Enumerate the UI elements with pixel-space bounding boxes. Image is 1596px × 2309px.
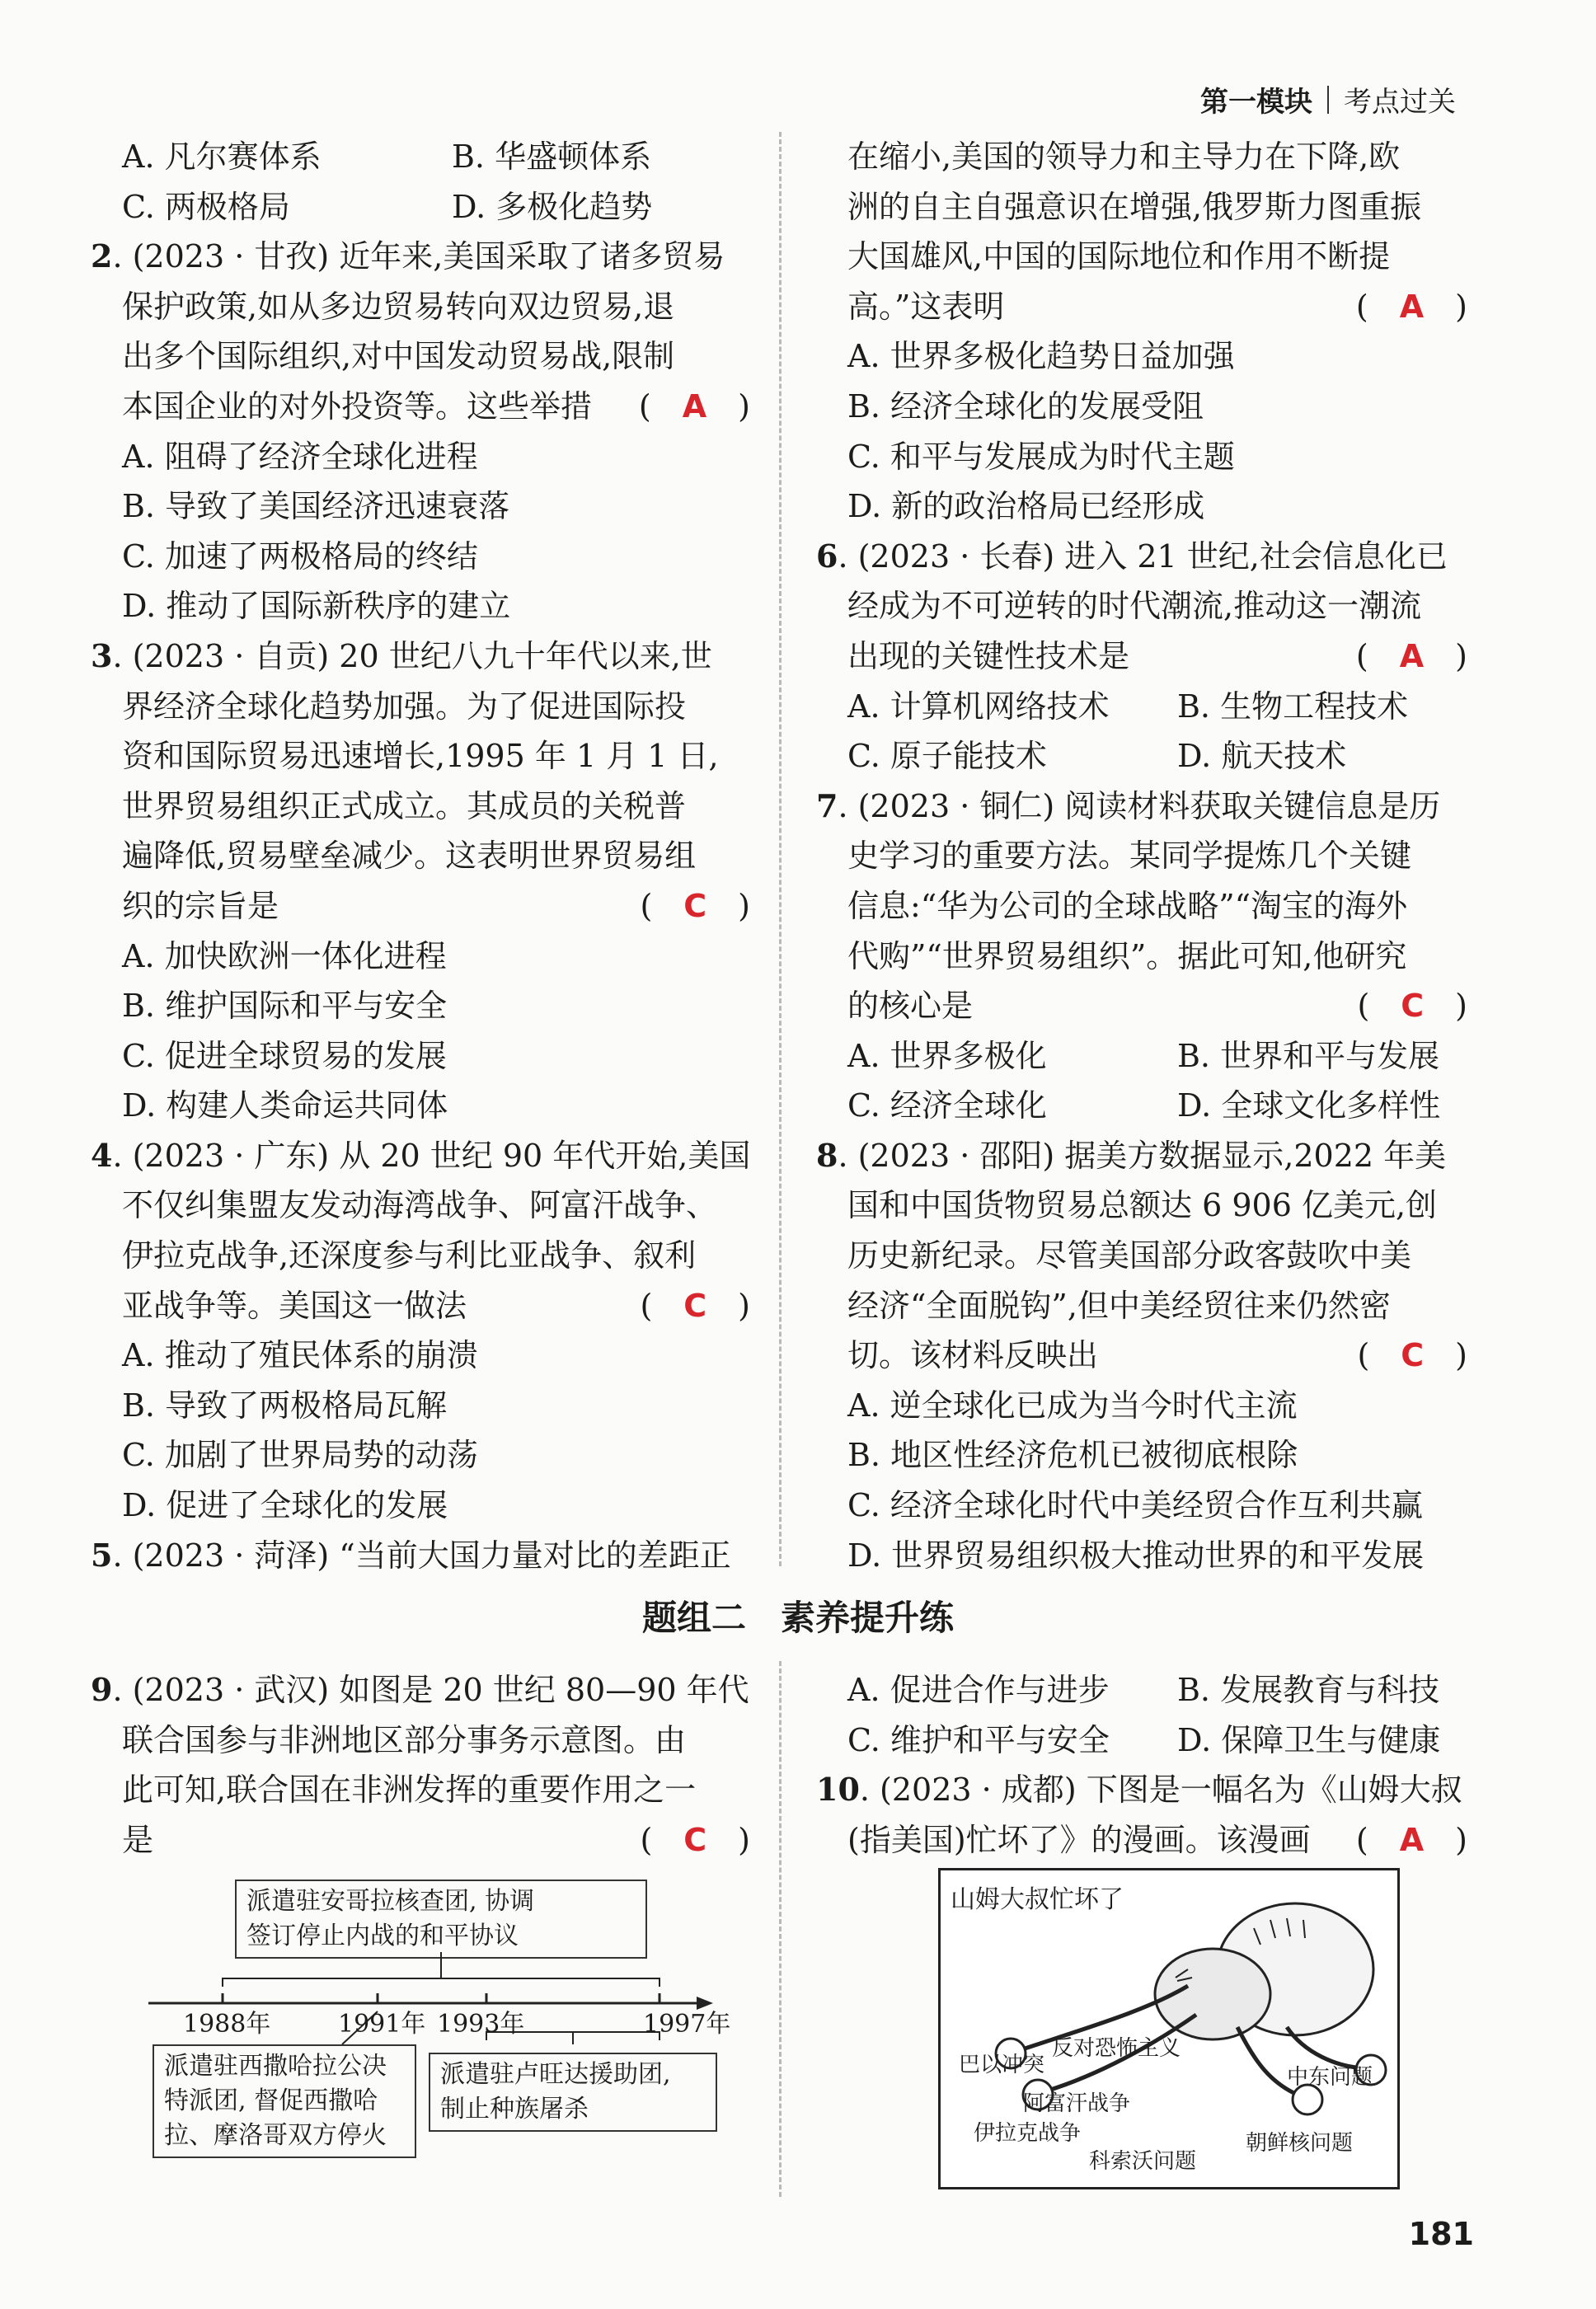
- question-text-with-answer: [816, 282, 1467, 332]
- text-line: 代购”“世界贸易组织”。据此可知,他研究: [847, 937, 1407, 974]
- text-line: 联合国参与非洲地区部分事务示意图。由: [122, 1721, 687, 1758]
- text-line: D. 促进了全球化的发展: [122, 1487, 448, 1524]
- right-column-lower: [816, 1665, 1467, 1865]
- question-text: . (2023 · 自贡) 20 世纪八九十年代以来,世: [112, 637, 712, 674]
- timeline-box-line: 特派团, 督促西撒哈: [164, 2086, 378, 2115]
- option-text: D. 全球文化多样性: [1177, 1087, 1441, 1124]
- running-header: [1200, 79, 1456, 120]
- question-text-with-answer: [816, 1815, 1467, 1866]
- question-text: 是: [122, 1821, 154, 1858]
- option-text: C. 维护和平与安全: [847, 1721, 1110, 1758]
- answer-bracket: ( C ): [640, 1821, 750, 1858]
- question-text: 高。”这表明: [847, 288, 1005, 325]
- question-text-with-answer: [816, 981, 1467, 1031]
- text-line: C. 经济全球化时代中美经贸合作互利共赢: [847, 1487, 1423, 1524]
- question-number: 2: [91, 237, 113, 275]
- question-text: 本国企业的对外投资等。这些举措: [122, 387, 593, 425]
- answer-letter: A: [1399, 288, 1425, 325]
- timeline-box-line: 派遣驻卢旺达援助团,: [440, 2060, 671, 2089]
- question-stem: [816, 532, 1467, 582]
- text-line: 保护政策,如从多边贸易转向双边贸易,退: [122, 288, 675, 325]
- question-number: 7: [816, 786, 838, 824]
- question-number: 3: [91, 636, 113, 674]
- question-stem: [91, 232, 750, 282]
- question-text-with-answer: [91, 1815, 750, 1866]
- question-text: . (2023 · 长春) 进入 21 世纪,社会信息化已: [838, 537, 1448, 575]
- question-text-with-answer: [91, 382, 750, 432]
- question-text: . (2023 · 铜仁) 阅读材料获取关键信息是历: [838, 787, 1441, 824]
- question-stem: [91, 1531, 750, 1581]
- text-line: C. 和平与发展成为时代主题: [847, 438, 1235, 475]
- cartoon-label: 中东问题: [1287, 2065, 1373, 2090]
- option-row: [816, 682, 1467, 732]
- answer-bracket: ( C ): [1357, 988, 1467, 1025]
- option-text: B. 生物工程技术: [1177, 688, 1409, 725]
- question-stem: [91, 631, 750, 682]
- question-number: 6: [816, 537, 838, 575]
- timeline-box-line: 签订停止内战的和平协议: [246, 1922, 519, 1950]
- option-row: [91, 182, 750, 232]
- option-text: A. 凡尔赛体系: [122, 138, 322, 175]
- option-text: B. 华盛顿体系: [452, 138, 652, 175]
- text-line: D. 世界贸易组织极大推动世界的和平发展: [847, 1537, 1425, 1574]
- question-text: 出现的关键性技术是: [847, 637, 1130, 674]
- option-text: C. 两极格局: [122, 188, 290, 225]
- question-text-with-answer: [91, 881, 750, 932]
- text-line: 出多个国际组织,对中国发动贸易战,限制: [122, 338, 675, 375]
- timeline-box-line: 制止种族屠杀: [440, 2095, 589, 2124]
- timeline-box-line: 拉、摩洛哥双方停火: [164, 2121, 387, 2150]
- question-stem: [91, 1665, 750, 1715]
- cartoon-label: 科索沃问题: [1089, 2149, 1197, 2174]
- year-label: 1993年: [437, 2010, 525, 2039]
- question-text-with-answer: [91, 1281, 750, 1331]
- section-label: 考点过关: [1344, 86, 1456, 119]
- text-line: B. 导致了两极格局瓦解: [122, 1387, 448, 1424]
- column-divider: [779, 132, 782, 1566]
- question-text-with-answer: [816, 631, 1467, 682]
- text-line: B. 导致了美国经济迅速衰落: [122, 488, 510, 525]
- question-text: . (2023 · 菏泽) “当前大国力量对比的差距正: [112, 1537, 731, 1574]
- text-line: 信息:“华为公司的全球战略”“淘宝的海外: [847, 887, 1408, 924]
- text-line: 遍降低,贸易壁垒减少。这表明世界贸易组: [122, 838, 697, 875]
- text-line: 此可知,联合国在非洲发挥的重要作用之一: [122, 1772, 697, 1809]
- text-line: D. 构建人类命运共同体: [122, 1087, 448, 1124]
- answer-letter: A: [682, 387, 707, 425]
- question-text: . (2023 · 广东) 从 20 世纪 90 年代开始,美国: [112, 1137, 751, 1174]
- answer-letter: A: [1399, 1821, 1425, 1858]
- cartoon-image: [938, 1868, 1400, 2189]
- question-text: 织的宗旨是: [122, 887, 279, 924]
- page-number: 181: [1408, 2216, 1474, 2252]
- text-line: A. 逆全球化已成为当今时代主流: [847, 1387, 1298, 1424]
- column-divider-lower: [779, 1661, 782, 2197]
- cartoon-label: 朝鲜核问题: [1246, 2131, 1354, 2156]
- text-line: 不仅纠集盟友发动海湾战争、阿富汗战争、: [122, 1187, 718, 1224]
- question-number: 4: [91, 1136, 113, 1174]
- text-line: A. 推动了殖民体系的崩溃: [122, 1337, 478, 1374]
- question-text: 亚战争等。美国这一做法: [122, 1287, 467, 1324]
- option-row: [816, 1081, 1467, 1131]
- text-line: 经成为不可逆转的时代潮流,推动这一潮流: [847, 588, 1422, 625]
- answer-letter: C: [1401, 1337, 1425, 1374]
- timeline-box-line: 派遣驻安哥拉核查团, 协调: [246, 1887, 535, 1916]
- question-text: 的核心是: [847, 988, 974, 1025]
- question-text: . (2023 · 甘孜) 近年来,美国采取了诸多贸易: [112, 238, 725, 275]
- option-text: C. 原子能技术: [847, 738, 1047, 775]
- option-text: B. 世界和平与发展: [1177, 1037, 1440, 1074]
- text-line: 国和中国货物贸易总额达 6 906 亿美元,创: [847, 1187, 1438, 1224]
- answer-bracket: ( C ): [640, 887, 750, 924]
- answer-letter: C: [1401, 988, 1425, 1025]
- option-text: A. 计算机网络技术: [847, 688, 1110, 725]
- option-text: D. 保障卫生与健康: [1177, 1721, 1441, 1758]
- year-label: 1988年: [183, 2010, 271, 2039]
- option-row: [91, 132, 750, 182]
- text-line: B. 经济全球化的发展受阻: [847, 387, 1204, 425]
- text-line: D. 推动了国际新秩序的建立: [122, 588, 511, 625]
- year-label: 1991年: [338, 2010, 426, 2039]
- question-text: 切。该材料反映出: [847, 1337, 1099, 1374]
- answer-letter: C: [683, 1287, 707, 1324]
- text-line: 世界贸易组织正式成立。其成员的关税普: [122, 787, 687, 824]
- question-text: . (2023 · 成都) 下图是一幅名为《山姆大叔: [859, 1772, 1462, 1809]
- header-divider: [1327, 86, 1329, 114]
- cartoon-label: 巴以冲突: [959, 2053, 1045, 2077]
- timeline-box-rwanda: [429, 2053, 717, 2132]
- text-line: A. 世界多极化趋势日益加强: [847, 338, 1235, 375]
- left-column-lower: [91, 1665, 750, 1865]
- question-stem: [816, 1765, 1467, 1815]
- year-label: 1997年: [643, 2010, 731, 2039]
- text-line: C. 促进全球贸易的发展: [122, 1037, 447, 1074]
- question-text: . (2023 · 武汉) 如图是 20 世纪 80—90 年代: [112, 1672, 749, 1708]
- cartoon-label: 阿富汗战争: [1023, 2091, 1131, 2116]
- question-text-with-answer: [816, 1330, 1467, 1381]
- answer-bracket: ( A ): [1355, 1821, 1467, 1858]
- option-text: D. 多极化趋势: [452, 188, 653, 225]
- cartoon-label: 伊拉克战争: [974, 2121, 1082, 2146]
- question-text: . (2023 · 邵阳) 据美方数据显示,2022 年美: [838, 1137, 1447, 1174]
- answer-letter: C: [683, 1821, 707, 1858]
- question-number: 9: [91, 1671, 113, 1708]
- text-line: 在缩小,美国的领导力和主导力在下降,欧: [847, 138, 1401, 175]
- text-line: B. 维护国际和平与安全: [122, 988, 448, 1025]
- text-line: 历史新纪录。尽管美国部分政客鼓吹中美: [847, 1237, 1412, 1274]
- option-row: [816, 1031, 1467, 1082]
- question-stem: [816, 1131, 1467, 1181]
- cartoon-label: 反对恐怖主义: [1052, 2036, 1181, 2061]
- section-title: 题组二 素养提升练: [641, 1598, 954, 1638]
- text-line: A. 加快欧洲一体化进程: [122, 937, 447, 974]
- module-label: 第一模块: [1200, 86, 1312, 119]
- answer-bracket: ( A ): [638, 387, 750, 425]
- option-row: [816, 1665, 1467, 1715]
- option-row: [816, 731, 1467, 781]
- text-line: C. 加剧了世界局势的动荡: [122, 1437, 478, 1474]
- cartoon-title: 山姆大叔忙坏了: [951, 1885, 1124, 1914]
- question-number: 10: [816, 1771, 860, 1809]
- answer-letter: A: [1399, 637, 1425, 674]
- answer-bracket: ( C ): [1357, 1337, 1467, 1374]
- answer-bracket: ( C ): [640, 1287, 750, 1324]
- text-line: 资和国际贸易迅速增长,1995 年 1 月 1 日,: [122, 738, 719, 775]
- timeline-box-line: 派遣驻西撒哈拉公决: [164, 2052, 387, 2081]
- option-row: [816, 1715, 1467, 1766]
- option-text: D. 航天技术: [1177, 738, 1347, 775]
- question-number: 5: [91, 1536, 113, 1574]
- text-line: C. 加速了两极格局的终结: [122, 537, 478, 575]
- text-line: B. 地区性经济危机已被彻底根除: [847, 1437, 1298, 1474]
- left-column: [91, 132, 750, 1580]
- question-number: 8: [816, 1136, 838, 1174]
- question-stem: [816, 781, 1467, 832]
- text-line: 经济“全面脱钩”,但中美经贸往来仍然密: [847, 1287, 1391, 1324]
- timeline-box-western-sahara: [153, 2044, 416, 2158]
- option-text: A. 促进合作与进步: [847, 1672, 1110, 1708]
- question-stem: [91, 1131, 750, 1181]
- answer-bracket: ( A ): [1355, 637, 1467, 674]
- option-text: A. 世界多极化: [847, 1037, 1047, 1074]
- text-line: 界经济全球化趋势加强。为了促进国际投: [122, 688, 687, 725]
- text-line: 大国雄风,中国的国际地位和作用不断提: [847, 238, 1391, 275]
- text-line: 史学习的重要方法。某同学提炼几个关键: [847, 838, 1412, 875]
- answer-bracket: ( A ): [1355, 288, 1467, 325]
- text-line: A. 阻碍了经济全球化进程: [122, 438, 478, 475]
- text-line: 洲的自主自强意识在增强,俄罗斯力图重振: [847, 188, 1422, 225]
- answer-letter: C: [683, 887, 707, 924]
- right-column: [816, 132, 1467, 1580]
- text-line: 伊拉克战争,还深度参与利比亚战争、叙利: [122, 1237, 697, 1274]
- text-line: D. 新的政治格局已经形成: [847, 488, 1205, 525]
- option-text: B. 发展教育与科技: [1177, 1672, 1440, 1708]
- question-text: (指美国)忙坏了》的漫画。该漫画: [847, 1821, 1311, 1858]
- option-text: C. 经济全球化: [847, 1087, 1047, 1124]
